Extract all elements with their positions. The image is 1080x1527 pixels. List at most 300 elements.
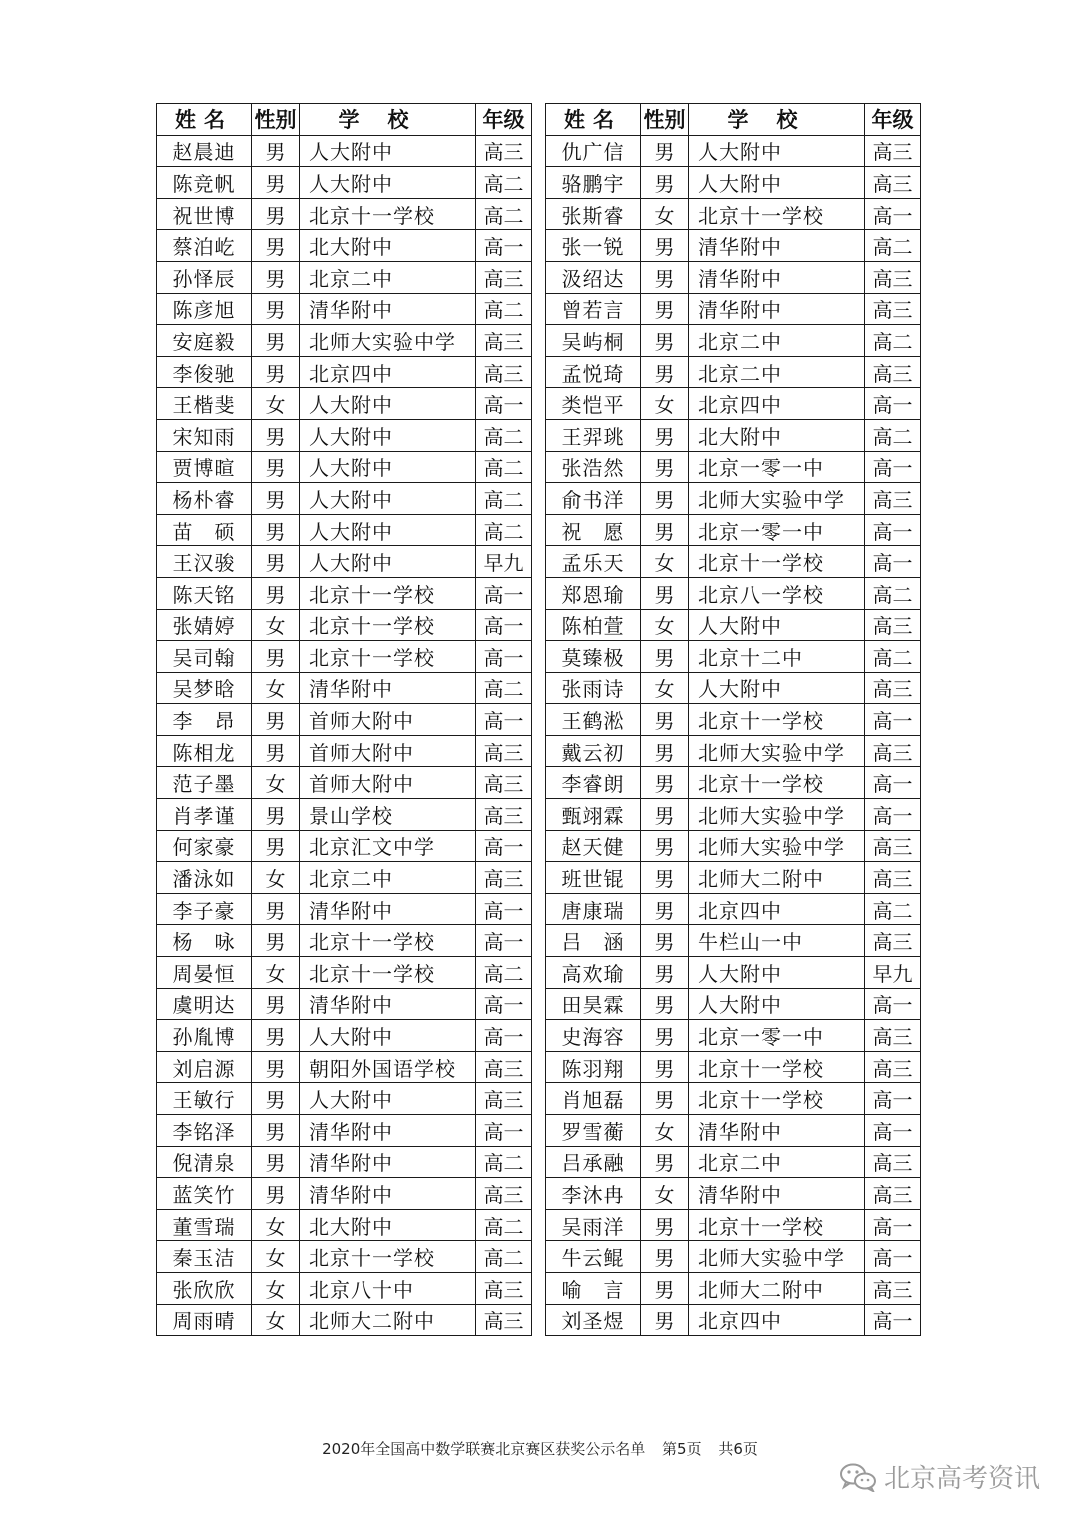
cell-school: 北大附中 (300, 230, 476, 262)
cell-school: 北京汇文中学 (300, 830, 476, 862)
table-row (157, 988, 532, 1020)
table-row (157, 1020, 532, 1052)
table-row (546, 672, 921, 704)
cell-school: 北京四中 (689, 893, 865, 925)
cell-gender: 男 (641, 1209, 689, 1241)
cell-name: 张一锐 (546, 230, 641, 262)
cell-name: 安庭毅 (157, 325, 252, 357)
cell-gender: 男 (641, 767, 689, 799)
cell-grade: 高一 (865, 546, 921, 578)
cell-gender: 女 (252, 1209, 300, 1241)
cell-name: 刘圣煜 (546, 1304, 641, 1336)
cell-gender: 男 (641, 925, 689, 957)
cell-name: 陈羽翔 (546, 1051, 641, 1083)
table-row (157, 767, 532, 799)
table-row (157, 135, 532, 167)
cell-gender: 男 (641, 830, 689, 862)
table-row (546, 135, 921, 167)
cell-name: 孙怿辰 (157, 261, 252, 293)
header-school: 学校 (300, 104, 476, 136)
cell-grade: 高一 (476, 1115, 532, 1147)
header-grade: 年级 (865, 104, 921, 136)
cell-gender: 男 (252, 641, 300, 673)
cell-name: 甄翊霖 (546, 799, 641, 831)
table-row (546, 1083, 921, 1115)
table-row (157, 230, 532, 262)
table-row (546, 767, 921, 799)
table-row (546, 419, 921, 451)
cell-grade: 高一 (865, 799, 921, 831)
cell-grade: 高二 (865, 419, 921, 451)
cell-school: 人大附中 (689, 988, 865, 1020)
cell-grade: 高三 (865, 1146, 921, 1178)
cell-name: 李沐冉 (546, 1178, 641, 1210)
cell-name: 吕承融 (546, 1146, 641, 1178)
cell-school: 清华附中 (300, 1178, 476, 1210)
cell-gender: 女 (252, 767, 300, 799)
table-row (546, 1115, 921, 1147)
cell-school: 北京十一学校 (300, 609, 476, 641)
cell-school: 北大附中 (689, 419, 865, 451)
cell-grade: 高一 (476, 230, 532, 262)
wechat-icon (838, 1462, 878, 1492)
cell-name: 倪清泉 (157, 1146, 252, 1178)
cell-school: 人大附中 (689, 167, 865, 199)
cell-grade: 高三 (476, 799, 532, 831)
cell-school: 北师大实验中学 (689, 799, 865, 831)
cell-name: 祝 愿 (546, 514, 641, 546)
cell-school: 北京四中 (689, 388, 865, 420)
cell-name: 张斯睿 (546, 198, 641, 230)
cell-school: 北京十一学校 (300, 925, 476, 957)
cell-name: 孟乐天 (546, 546, 641, 578)
cell-school: 人大附中 (689, 135, 865, 167)
cell-school: 人大附中 (300, 546, 476, 578)
cell-school: 北京十二中 (689, 641, 865, 673)
cell-gender: 男 (641, 957, 689, 989)
footer-total-pages: 共6页 (718, 1440, 758, 1458)
cell-school: 北京四中 (689, 1304, 865, 1336)
cell-grade: 高一 (476, 609, 532, 641)
cell-name: 戴云初 (546, 735, 641, 767)
cell-name: 喻 言 (546, 1272, 641, 1304)
cell-grade: 高二 (476, 1209, 532, 1241)
cell-name: 陈竞帆 (157, 167, 252, 199)
cell-name: 俞书洋 (546, 483, 641, 515)
cell-school: 景山学校 (300, 799, 476, 831)
cell-grade: 高一 (865, 704, 921, 736)
cell-school: 北京十一学校 (689, 767, 865, 799)
cell-school: 人大附中 (689, 672, 865, 704)
awardee-table-left (156, 103, 532, 1336)
cell-school: 人大附中 (300, 388, 476, 420)
table-row (546, 609, 921, 641)
cell-grade: 高一 (476, 1020, 532, 1052)
table-row (546, 261, 921, 293)
cell-gender: 男 (252, 325, 300, 357)
cell-name: 罗雪蘅 (546, 1115, 641, 1147)
table-row (546, 514, 921, 546)
cell-grade: 高三 (476, 356, 532, 388)
table-body-right (546, 135, 921, 1336)
cell-gender: 男 (641, 641, 689, 673)
table-row (157, 167, 532, 199)
cell-name: 李 昂 (157, 704, 252, 736)
cell-name: 吴雨洋 (546, 1209, 641, 1241)
cell-grade: 高三 (865, 356, 921, 388)
cell-name: 刘启源 (157, 1051, 252, 1083)
table-row (546, 957, 921, 989)
cell-gender: 男 (641, 356, 689, 388)
cell-name: 莫臻极 (546, 641, 641, 673)
table-row (157, 1178, 532, 1210)
cell-gender: 女 (252, 672, 300, 704)
table-row (546, 1241, 921, 1273)
cell-gender: 女 (252, 1272, 300, 1304)
cell-gender: 男 (252, 356, 300, 388)
cell-name: 唐康瑞 (546, 893, 641, 925)
cell-school: 北京十一学校 (689, 1209, 865, 1241)
cell-gender: 男 (252, 167, 300, 199)
table-row (157, 862, 532, 894)
table-row (157, 735, 532, 767)
cell-school: 清华附中 (689, 1115, 865, 1147)
cell-name: 王楷斐 (157, 388, 252, 420)
table-row (157, 261, 532, 293)
cell-name: 班世锟 (546, 862, 641, 894)
cell-name: 王汉骏 (157, 546, 252, 578)
table-row (157, 546, 532, 578)
cell-grade: 高一 (476, 577, 532, 609)
cell-gender: 男 (641, 799, 689, 831)
header-gender: 性别 (641, 104, 689, 136)
table-row (546, 830, 921, 862)
cell-gender: 男 (252, 893, 300, 925)
table-header-row (546, 104, 921, 136)
cell-gender: 男 (252, 1051, 300, 1083)
cell-school: 北京二中 (689, 356, 865, 388)
table-row (157, 893, 532, 925)
cell-name: 何家豪 (157, 830, 252, 862)
cell-grade: 高三 (476, 862, 532, 894)
cell-school: 清华附中 (300, 672, 476, 704)
table-row (157, 1304, 532, 1336)
cell-school: 北京十一学校 (689, 198, 865, 230)
cell-gender: 男 (641, 514, 689, 546)
table-row (157, 451, 532, 483)
table-row (157, 1115, 532, 1147)
table-row (546, 1020, 921, 1052)
cell-grade: 高三 (865, 293, 921, 325)
cell-school: 北师大实验中学 (300, 325, 476, 357)
cell-gender: 男 (252, 799, 300, 831)
cell-name: 类恺平 (546, 388, 641, 420)
cell-grade: 高二 (476, 672, 532, 704)
cell-gender: 男 (252, 925, 300, 957)
cell-gender: 女 (252, 1241, 300, 1273)
cell-gender: 男 (252, 1020, 300, 1052)
cell-grade: 高三 (865, 483, 921, 515)
cell-name: 牛云鲲 (546, 1241, 641, 1273)
cell-gender: 男 (252, 830, 300, 862)
table-row (546, 704, 921, 736)
cell-school: 人大附中 (689, 957, 865, 989)
cell-grade: 高二 (476, 293, 532, 325)
cell-gender: 男 (641, 325, 689, 357)
cell-grade: 高二 (476, 1146, 532, 1178)
cell-grade: 高一 (865, 1241, 921, 1273)
table-row (546, 1051, 921, 1083)
table-row (157, 293, 532, 325)
cell-grade: 高三 (865, 862, 921, 894)
cell-gender: 男 (641, 167, 689, 199)
cell-grade: 高三 (865, 1020, 921, 1052)
cell-gender: 男 (252, 1146, 300, 1178)
cell-gender: 男 (641, 483, 689, 515)
cell-name: 肖旭磊 (546, 1083, 641, 1115)
cell-name: 高欢瑜 (546, 957, 641, 989)
cell-school: 清华附中 (689, 1178, 865, 1210)
header-gender: 性别 (252, 104, 300, 136)
cell-gender: 男 (252, 483, 300, 515)
cell-name: 吴屿桐 (546, 325, 641, 357)
cell-gender: 男 (252, 198, 300, 230)
cell-gender: 男 (641, 135, 689, 167)
cell-name: 汲绍达 (546, 261, 641, 293)
table-row (546, 1304, 921, 1336)
cell-gender: 男 (252, 230, 300, 262)
cell-grade: 高一 (865, 988, 921, 1020)
cell-school: 清华附中 (300, 293, 476, 325)
cell-name: 周晏恒 (157, 957, 252, 989)
cell-grade: 高三 (476, 325, 532, 357)
cell-school: 人大附中 (300, 451, 476, 483)
cell-school: 人大附中 (300, 1083, 476, 1115)
cell-school: 北京八十中 (300, 1272, 476, 1304)
cell-name: 范子墨 (157, 767, 252, 799)
cell-gender: 男 (252, 293, 300, 325)
table-row (157, 577, 532, 609)
table-row (157, 419, 532, 451)
cell-name: 陈彦旭 (157, 293, 252, 325)
cell-gender: 男 (641, 1304, 689, 1336)
cell-grade: 高二 (865, 325, 921, 357)
cell-gender: 女 (252, 1304, 300, 1336)
table-row (546, 167, 921, 199)
cell-grade: 高三 (476, 1178, 532, 1210)
cell-name: 张欣欣 (157, 1272, 252, 1304)
cell-name: 李子豪 (157, 893, 252, 925)
cell-gender: 男 (641, 230, 689, 262)
cell-grade: 高二 (476, 1241, 532, 1273)
cell-grade: 高一 (476, 830, 532, 862)
cell-gender: 女 (641, 1115, 689, 1147)
cell-gender: 男 (641, 1272, 689, 1304)
table-row (157, 672, 532, 704)
cell-gender: 男 (641, 577, 689, 609)
header-name: 姓名 (546, 104, 641, 136)
cell-gender: 男 (641, 862, 689, 894)
cell-gender: 女 (252, 609, 300, 641)
table-row (157, 1051, 532, 1083)
cell-name: 肖孝谨 (157, 799, 252, 831)
cell-school: 北京十一学校 (689, 1083, 865, 1115)
cell-name: 蔡泊屹 (157, 230, 252, 262)
cell-gender: 男 (641, 451, 689, 483)
cell-grade: 高三 (865, 1051, 921, 1083)
cell-grade: 早九 (476, 546, 532, 578)
cell-name: 杨朴睿 (157, 483, 252, 515)
footer-title: 2020年全国高中数学联赛北京赛区获奖公示名单 (322, 1440, 646, 1458)
cell-school: 人大附中 (300, 1020, 476, 1052)
cell-school: 朝阳外国语学校 (300, 1051, 476, 1083)
cell-gender: 男 (252, 577, 300, 609)
cell-grade: 高三 (476, 1304, 532, 1336)
cell-grade: 高二 (476, 451, 532, 483)
cell-gender: 男 (641, 1146, 689, 1178)
cell-grade: 高一 (476, 893, 532, 925)
cell-gender: 男 (252, 1115, 300, 1147)
cell-gender: 女 (641, 198, 689, 230)
cell-school: 北师大二附中 (300, 1304, 476, 1336)
cell-grade: 早九 (865, 957, 921, 989)
cell-school: 人大附中 (300, 514, 476, 546)
table-row (546, 735, 921, 767)
cell-grade: 高三 (865, 925, 921, 957)
cell-gender: 女 (641, 609, 689, 641)
watermark (838, 1458, 1040, 1495)
cell-school: 清华附中 (689, 230, 865, 262)
header-grade: 年级 (476, 104, 532, 136)
cell-name: 潘泳如 (157, 862, 252, 894)
cell-name: 吕 涵 (546, 925, 641, 957)
cell-name: 宋知雨 (157, 419, 252, 451)
cell-gender: 男 (252, 451, 300, 483)
cell-school: 清华附中 (300, 1146, 476, 1178)
cell-grade: 高三 (865, 1178, 921, 1210)
table-row (546, 293, 921, 325)
cell-school: 首师大附中 (300, 735, 476, 767)
cell-grade: 高一 (865, 1304, 921, 1336)
cell-name: 蓝笑竹 (157, 1178, 252, 1210)
cell-name: 史海容 (546, 1020, 641, 1052)
cell-grade: 高二 (476, 167, 532, 199)
table-row (546, 1178, 921, 1210)
cell-name: 曾若言 (546, 293, 641, 325)
cell-gender: 男 (641, 704, 689, 736)
cell-grade: 高三 (476, 1083, 532, 1115)
cell-gender: 男 (252, 261, 300, 293)
cell-school: 北京二中 (689, 325, 865, 357)
cell-gender: 男 (641, 988, 689, 1020)
cell-name: 孟悦琦 (546, 356, 641, 388)
cell-name: 张浩然 (546, 451, 641, 483)
table-row (546, 1146, 921, 1178)
cell-grade: 高三 (865, 261, 921, 293)
table-row (157, 1272, 532, 1304)
cell-name: 杨 咏 (157, 925, 252, 957)
cell-grade: 高一 (865, 1115, 921, 1147)
cell-gender: 男 (252, 1083, 300, 1115)
table-row (546, 198, 921, 230)
table-row (546, 925, 921, 957)
table-row (546, 799, 921, 831)
cell-gender: 男 (641, 1083, 689, 1115)
cell-school: 人大附中 (300, 483, 476, 515)
cell-name: 虞明达 (157, 988, 252, 1020)
cell-gender: 女 (641, 546, 689, 578)
cell-gender: 男 (252, 419, 300, 451)
table-row (546, 577, 921, 609)
cell-grade: 高一 (865, 767, 921, 799)
cell-school: 北京十一学校 (689, 546, 865, 578)
cell-name: 陈相龙 (157, 735, 252, 767)
table-row (157, 325, 532, 357)
cell-school: 首师大附中 (300, 767, 476, 799)
table-row (157, 388, 532, 420)
cell-grade: 高三 (865, 135, 921, 167)
cell-gender: 女 (641, 672, 689, 704)
cell-grade: 高三 (865, 672, 921, 704)
cell-school: 北师大二附中 (689, 1272, 865, 1304)
cell-school: 北师大实验中学 (689, 483, 865, 515)
cell-school: 北大附中 (300, 1209, 476, 1241)
cell-name: 秦玉洁 (157, 1241, 252, 1273)
cell-grade: 高三 (476, 135, 532, 167)
cell-grade: 高一 (865, 514, 921, 546)
cell-grade: 高一 (476, 988, 532, 1020)
table-row (546, 388, 921, 420)
cell-school: 北京一零一中 (689, 451, 865, 483)
table-header-row (157, 104, 532, 136)
cell-grade: 高二 (476, 419, 532, 451)
cell-school: 人大附中 (689, 609, 865, 641)
cell-school: 北京十一学校 (300, 198, 476, 230)
cell-name: 王羿珧 (546, 419, 641, 451)
cell-gender: 男 (252, 1178, 300, 1210)
cell-gender: 女 (252, 388, 300, 420)
cell-gender: 男 (252, 546, 300, 578)
cell-name: 吴梦晗 (157, 672, 252, 704)
table-row (546, 893, 921, 925)
cell-school: 清华附中 (689, 261, 865, 293)
cell-grade: 高二 (476, 957, 532, 989)
cell-school: 人大附中 (300, 167, 476, 199)
cell-grade: 高三 (865, 735, 921, 767)
cell-name: 董雪瑞 (157, 1209, 252, 1241)
cell-grade: 高三 (476, 1051, 532, 1083)
cell-grade: 高一 (476, 388, 532, 420)
table-row (157, 1146, 532, 1178)
cell-gender: 男 (641, 419, 689, 451)
cell-grade: 高三 (476, 1272, 532, 1304)
cell-grade: 高三 (865, 830, 921, 862)
cell-school: 清华附中 (689, 293, 865, 325)
cell-gender: 男 (641, 1051, 689, 1083)
cell-school: 北师大实验中学 (689, 830, 865, 862)
table-row (546, 483, 921, 515)
table-row (157, 609, 532, 641)
cell-name: 孙胤博 (157, 1020, 252, 1052)
table-row (546, 230, 921, 262)
cell-name: 骆鹏宇 (546, 167, 641, 199)
cell-gender: 男 (252, 988, 300, 1020)
footer-page-number: 第5页 (662, 1440, 702, 1458)
header-name: 姓名 (157, 104, 252, 136)
cell-grade: 高一 (476, 641, 532, 673)
table-row (157, 641, 532, 673)
cell-grade: 高一 (865, 388, 921, 420)
